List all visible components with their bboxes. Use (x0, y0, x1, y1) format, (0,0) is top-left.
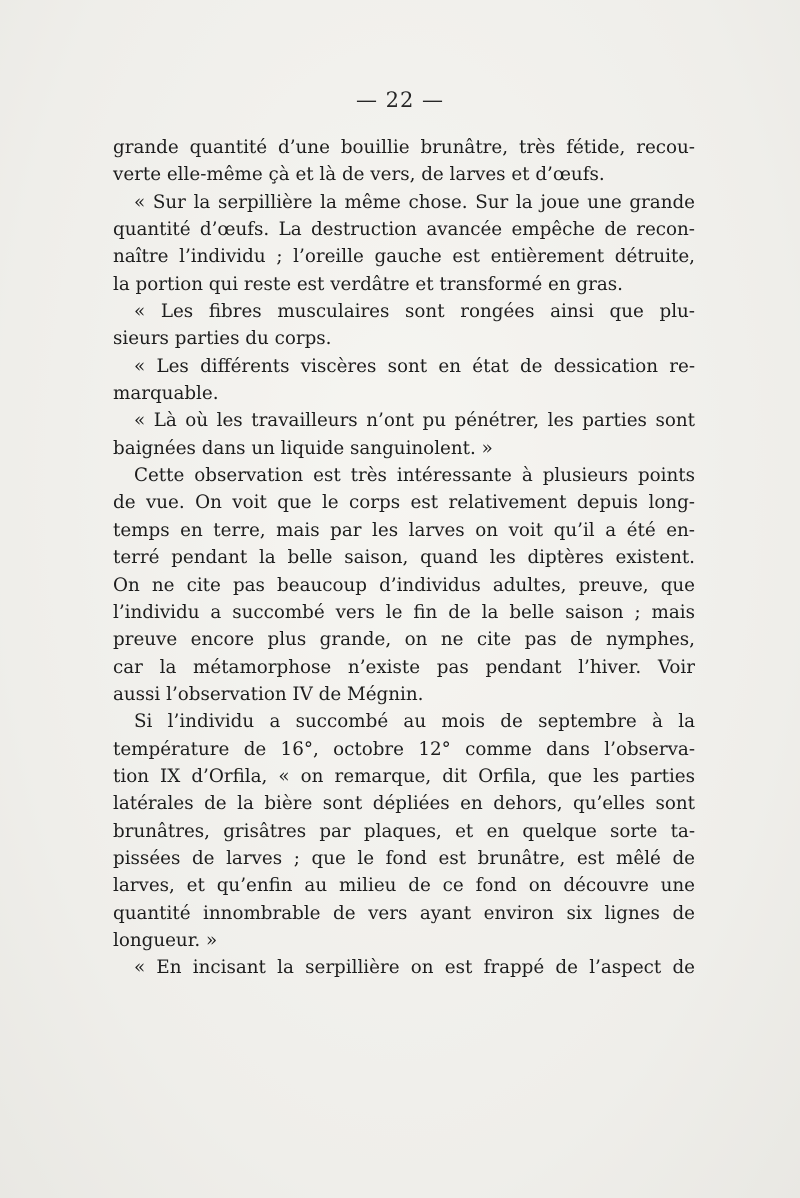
text-line: marquable. (113, 383, 219, 405)
text-line: On ne cite pas beaucoup d’individus adultes, preuve, que (113, 574, 695, 596)
page-number: — 22 — (355, 88, 445, 112)
text-line: la portion qui reste est verdâtre et transformé en gras. (113, 273, 623, 295)
text-line: car la métamorphose n’existe pas pendant l’hiver. Voir (113, 656, 695, 678)
text-line: Cette observation est très intéressante à plusieurs points (134, 465, 695, 487)
text-line: Si l’individu a succombé au mois de septembre à la (134, 711, 695, 733)
text-line: quantité innombrable de vers ayant environ six lignes de (113, 902, 695, 924)
text-line: baignées dans un liquide sanguinolent. » (113, 437, 493, 459)
text-line: « Les différents viscères sont en état de dessication re- (134, 355, 695, 377)
text-line: quantité d’œufs. La destruction avancée empêche de recon- (113, 219, 695, 241)
text-line: terré pendant la belle saison, quand les diptères existent. (113, 547, 695, 569)
text-line: « Là où les travailleurs n’ont pu pénétrer, les parties sont (134, 410, 695, 432)
text-line: temps en terre, mais par les larves on voit qu’il a été en- (113, 519, 695, 541)
text-line: température de 16°, octobre 12° comme dans l’observa- (113, 738, 695, 760)
text-line: « Sur la serpillière la même chose. Sur la joue une grande (134, 191, 695, 213)
text-line: « Les fibres musculaires sont rongées ainsi que plu- (134, 301, 695, 323)
text-line: aussi l’observation IV de Mégnin. (113, 683, 424, 705)
text-line: l’individu a succombé vers le fin de la belle saison ; mais (113, 601, 695, 623)
text-line: tion IX d’Orfila, « on remarque, dit Orfila, que les parties (113, 765, 695, 787)
text-line: brunâtres, grisâtres par plaques, et en quelque sorte ta- (113, 820, 695, 842)
text-line: verte elle-même çà et là de vers, de larves et d’œufs. (113, 164, 605, 186)
text-line: grande quantité d’une bouillie brunâtre, très fétide, recou- (113, 137, 695, 158)
text-line: longueur. » (113, 929, 218, 951)
text-line: latérales de la bière sont dépliées en dehors, qu’elles sont (113, 793, 695, 815)
text-line: de vue. On voit que le corps est relativement depuis long- (113, 492, 695, 514)
text-line: pissées de larves ; que le fond est brunâtre, est mêlé de (113, 847, 695, 869)
text-line: preuve encore plus grande, on ne cite pas de nymphes, (113, 629, 695, 651)
body-text (113, 134, 695, 982)
text-line: « En incisant la serpillière on est frappé de l’aspect de (134, 957, 695, 979)
text-line: naître l’individu ; l’oreille gauche est entièrement détruite, (113, 246, 695, 268)
text-line: larves, et qu’enfin au milieu de ce fond on découvre une (113, 875, 695, 897)
text-line: sieurs parties du corps. (113, 328, 332, 350)
